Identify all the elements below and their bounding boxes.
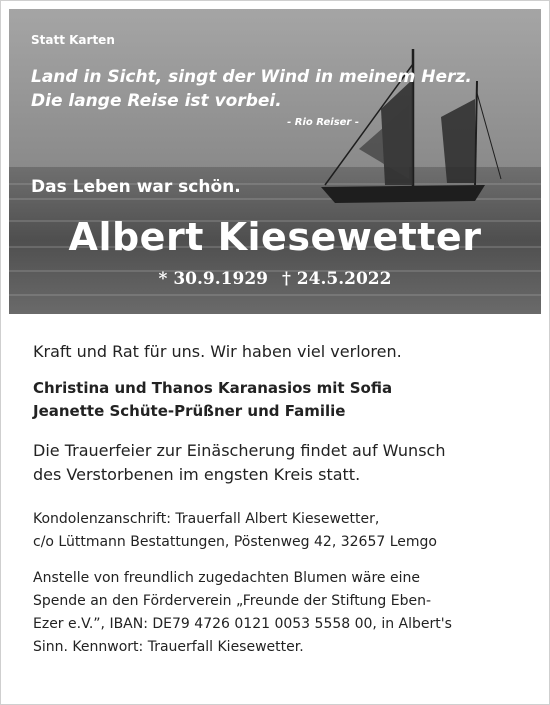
ceremony-line: des Verstorbenen im engsten Kreis statt. xyxy=(33,465,361,484)
lead-sentence: Kraft und Rat für uns. Wir haben viel verloren. xyxy=(33,342,402,361)
donation-request xyxy=(33,567,525,659)
tagline: Das Leben war schön. xyxy=(31,177,241,197)
address-line: Kondolenzanschrift: Trauerfall Albert Kiesewetter, xyxy=(33,511,380,527)
donation-line: Sinn. Kennwort: Trauerfall Kiesewetter. xyxy=(33,639,304,655)
donation-line: Anstelle von freundlich zugedachten Blumen wäre eine xyxy=(33,570,420,586)
mourner: Christina und Thanos Karanasios mit Sofia xyxy=(33,379,393,397)
donation-line: Spende an den Förderverein „Freunde der Stiftung Eben- xyxy=(33,593,432,609)
mourner: Jeanette Schüte-Prüßner und Familie xyxy=(33,402,346,420)
statt-karten-label: Statt Karten xyxy=(31,33,115,47)
birth-date: * 30.9.1929 xyxy=(158,269,268,289)
poem-quote xyxy=(31,65,472,113)
address-line: c/o Lüttmann Bestattungen, Pöstenweg 42, 32657 Lemgo xyxy=(33,534,437,550)
donation-line: Ezer e.V.”, IBAN: DE79 4726 0121 0053 5558 00, in Albert's xyxy=(33,616,452,632)
quote-line: Land in Sicht, singt der Wind in meinem Herz. xyxy=(31,67,472,87)
quote-line: Die lange Reise ist vorbei. xyxy=(31,91,282,111)
ceremony-line: Die Trauerfeier zur Einäscherung findet auf Wunsch xyxy=(33,441,446,460)
mourners-list xyxy=(33,377,525,423)
quote-author: - Rio Reiser - xyxy=(287,117,359,128)
hero-photo-section xyxy=(9,9,541,314)
ceremony-notice xyxy=(33,439,525,487)
notice-body xyxy=(33,341,525,659)
deceased-name: Albert Kiesewetter xyxy=(68,215,482,259)
life-dates xyxy=(9,269,541,289)
death-date: † 24.5.2022 xyxy=(282,269,392,289)
condolence-address xyxy=(33,508,525,554)
